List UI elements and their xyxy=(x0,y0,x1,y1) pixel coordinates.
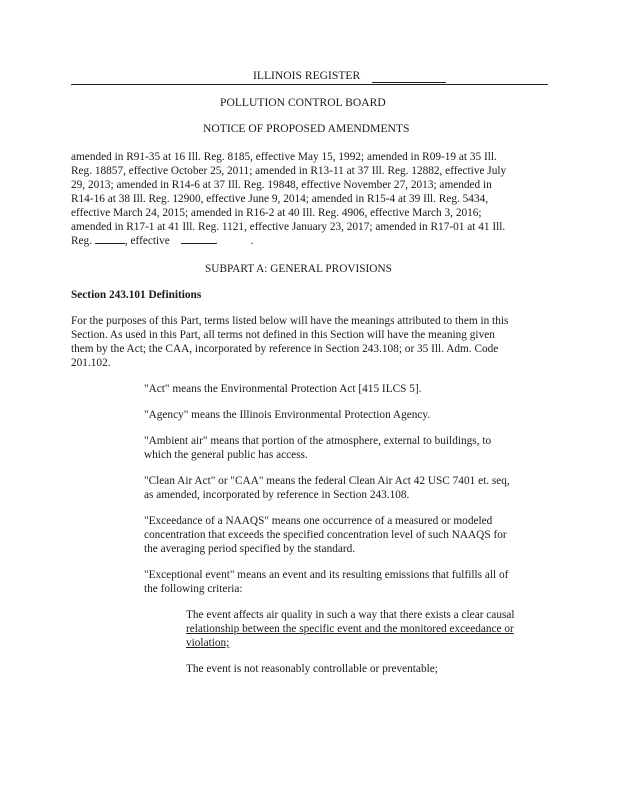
history-period: . xyxy=(250,235,254,247)
intro-line: Section. As used in this Part, all terms not defined in this Section will have the meaning given xyxy=(71,329,495,341)
definition-exceptional-event: "Exceptional event" means an event and its resulting emissions that fulfills all of xyxy=(144,569,509,581)
intro-line: 201.102. xyxy=(71,357,111,369)
history-line: amended in R17-1 at 41 Ill. Reg. 1121, effective January 23, 2017; amended in R17-01 at 41 Ill. xyxy=(71,221,506,233)
history-line: effective March 24, 2015; amended in R16-2 at 40 Ill. Reg. 4906, effective March 3, 2016; xyxy=(71,207,482,219)
header-rule xyxy=(71,84,548,85)
intro-line: them by the Act; the CAA, incorporated by reference in Section 243.108; or 35 Ill. Adm. Code xyxy=(71,343,499,355)
section-title: Section 243.101 Definitions xyxy=(71,289,202,301)
definition-exceedance: "Exceedance of a NAAQS" means one occurrence of a measured or modeled xyxy=(144,515,493,527)
intro-line: For the purposes of this Part, terms listed below will have the meanings attributed to them in this xyxy=(71,315,509,327)
definition-ambient-air: which the general public has access. xyxy=(144,449,308,461)
definition-act: "Act" means the Environmental Protection Act [415 ILCS 5]. xyxy=(144,383,422,395)
effective-blank xyxy=(181,243,217,244)
criterion-causal-inserted: violation; xyxy=(186,637,230,649)
history-reg-label: Reg. xyxy=(71,235,93,247)
subpart-title: SUBPART A: GENERAL PROVISIONS xyxy=(205,263,392,275)
definition-exceedance: concentration that exceeds the specified concentration level of such NAAQS for xyxy=(144,529,507,541)
register-blank-line xyxy=(372,82,446,83)
history-line: Reg. 18857, effective October 25, 2011; amended in R13-11 at 37 Ill. Reg. 12882, effective July xyxy=(71,165,507,177)
history-line: R14-16 at 38 Ill. Reg. 12900, effective June 9, 2014; amended in R15-4 at 39 Ill. Reg. 5434, xyxy=(71,193,489,205)
definition-agency: "Agency" means the Illinois Environmental Protection Agency. xyxy=(144,409,431,421)
criterion-causal-inserted: relationship between the specific event and the monitored exceedance or xyxy=(186,623,514,635)
definition-exceedance: the averaging period specified by the standard. xyxy=(144,543,356,555)
notice-title: NOTICE OF PROPOSED AMENDMENTS xyxy=(203,122,410,135)
history-effective-label: , effective xyxy=(124,235,170,247)
reg-blank xyxy=(95,243,125,244)
definition-ambient-air: "Ambient air" means that portion of the atmosphere, external to buildings, to xyxy=(144,435,492,447)
criterion-causal: The event affects air quality in such a way that there exists a clear causal xyxy=(186,609,515,621)
definition-clean-air-act: "Clean Air Act" or "CAA" means the federal Clean Air Act 42 USC 7401 et. seq, xyxy=(144,475,510,487)
definition-clean-air-act: as amended, incorporated by reference in Section 243.108. xyxy=(144,489,410,501)
history-line: 29, 2013; amended in R14-6 at 37 Ill. Reg. 19848, effective November 27, 2013; amended in xyxy=(71,179,492,191)
criterion-controllable: The event is not reasonably controllable or preventable; xyxy=(186,663,438,675)
agency-title: POLLUTION CONTROL BOARD xyxy=(220,96,386,109)
register-title: ILLINOIS REGISTER xyxy=(253,69,361,82)
history-last-line xyxy=(71,234,253,249)
history-line: amended in R91-35 at 16 Ill. Reg. 8185, effective May 15, 1992; amended in R09-19 at 35 Ill. xyxy=(71,151,497,163)
definition-exceptional-event: the following criteria: xyxy=(144,583,243,595)
